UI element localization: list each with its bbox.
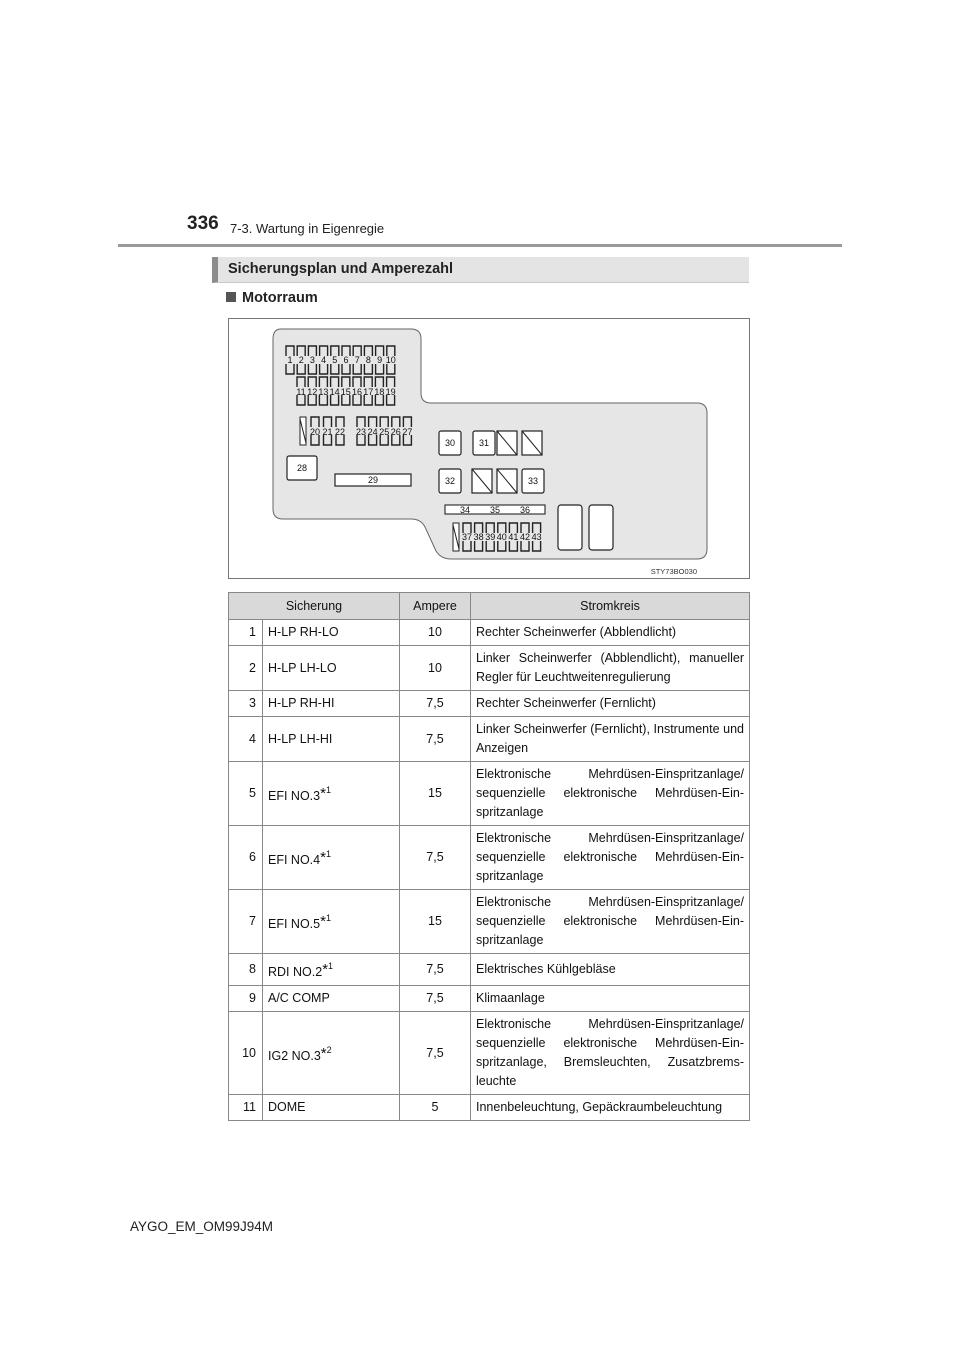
fuse-label: 7 (354, 355, 360, 365)
header-ampere: Ampere (400, 593, 471, 620)
relay-block-tall (589, 505, 613, 550)
fuse-circuit: Rechter Scheinwerfer (Fernlicht) (471, 691, 750, 717)
fuse-ampere: 7,5 (400, 954, 471, 986)
fuse-label: 29 (367, 475, 379, 485)
chapter-title: 7-3. Wartung in Eigenregie (230, 221, 385, 236)
fuse-name: H-LP LH-LO (263, 646, 400, 691)
fuse-label: 1 (287, 355, 293, 365)
fuse-label: 32 (444, 476, 456, 486)
fuse-ampere: 7,5 (400, 691, 471, 717)
fuse-number: 5 (229, 762, 263, 826)
table-row (229, 826, 750, 890)
fuse-name: IG2 NO.3*$^2$ (263, 1012, 400, 1095)
fuse-label: 17 (363, 387, 374, 397)
table-header-row (229, 593, 750, 620)
fuse-label: 23 (355, 427, 367, 437)
fuse-label: 12 (307, 387, 318, 397)
fuse-label: 38 (473, 532, 484, 542)
table-row (229, 762, 750, 826)
fuse-label: 14 (329, 387, 340, 397)
table-row (229, 986, 750, 1012)
fuse-label: 2 (298, 355, 304, 365)
fuse-label: 26 (390, 427, 401, 437)
relay-block-tall (558, 505, 582, 550)
footnote-asterisk: * (320, 1044, 327, 1062)
fuse-label: 8 (365, 355, 371, 365)
fuse-label: 19 (385, 387, 396, 397)
fuse-name: H-LP LH-HI (263, 717, 400, 762)
fuse-box-diagram (228, 318, 750, 579)
footnote-number: 1 (328, 961, 334, 971)
fuse-label: 35 (489, 505, 501, 515)
fuse-circuit: Linker Scheinwerfer (Fernlicht), Instrumente und Anzeigen (471, 717, 750, 762)
table-row (229, 954, 750, 986)
fuse-label: 33 (527, 476, 539, 486)
fuse-box-drawing (229, 319, 751, 580)
fuse-label: 10 (385, 355, 396, 365)
fuse-ampere: 15 (400, 890, 471, 954)
table-row (229, 1012, 750, 1095)
fuse-number: 3 (229, 691, 263, 717)
footnote-asterisk: * (320, 913, 326, 930)
fuse-ampere: 10 (400, 646, 471, 691)
fuse-number: 9 (229, 986, 263, 1012)
fuse-circuit: Elektrisches Kühlgebläse (471, 954, 750, 986)
fuse-number: 6 (229, 826, 263, 890)
section-title: Sicherungsplan und Amperezahl (228, 261, 454, 277)
diagram-code: STY73BO030 (650, 567, 697, 576)
fuse-label: 16 (351, 387, 363, 397)
fuse-label: 40 (496, 532, 507, 542)
fuse-label: 11 (296, 387, 306, 397)
table-row (229, 1095, 750, 1121)
fuse-label: 25 (379, 427, 390, 437)
fuse-name: DOME (263, 1095, 400, 1121)
fuse-label: 39 (485, 532, 496, 542)
document-id: AYGO_EM_OM99J94M (130, 1219, 274, 1234)
header-fuse: Sicherung (229, 593, 400, 620)
fuse-circuit: Elektronische Mehrdüsen-Einspritzanlage/ sequenzielle elektronische Mehrdüsen-Ein-spritzanlage (471, 762, 750, 826)
fuse-label: 30 (444, 438, 456, 448)
table-row (229, 691, 750, 717)
fuse-label: 31 (478, 438, 490, 448)
fuse-ampere: 7,5 (400, 986, 471, 1012)
section-heading (212, 257, 749, 283)
fuse-circuit: Elektronische Mehrdüsen-Einspritzanlage/ sequenzielle elektronische Mehrdüsen-Ein-spritzanlage (471, 890, 750, 954)
fuse-name: EFI NO.5*$^1$ (263, 890, 400, 954)
subsection-heading (226, 290, 318, 306)
fuse-label: 36 (519, 505, 531, 515)
fuse-label: 20 (309, 427, 321, 437)
fuse-name: EFI NO.3*$^1$ (263, 762, 400, 826)
footnote-asterisk: * (322, 961, 329, 978)
fuse-number: 10 (229, 1012, 263, 1095)
fuse-number: 8 (229, 954, 263, 986)
fuse-label: 3 (309, 355, 315, 365)
fuse-circuit: Elektronische Mehrdüsen-Einspritzanlage/ sequenzielle elektronische Mehrdüsen-Ein-spritzanlage, Bremsleuchten, Zusatzbrems-leuchte (471, 1012, 750, 1095)
fuse-name: RDI NO.2*$^1$ (263, 954, 400, 986)
fuse-number: 7 (229, 890, 263, 954)
fuse-name: A/C COMP (263, 986, 400, 1012)
square-bullet-icon (226, 292, 236, 302)
fuse-number: 1 (229, 620, 263, 646)
page-number: 336 (187, 213, 219, 234)
footnote-asterisk: * (320, 785, 326, 802)
fuse-ampere: 15 (400, 762, 471, 826)
fuse-table (228, 592, 750, 1121)
fuse-ampere: 7,5 (400, 826, 471, 890)
footnote-number: 1 (325, 913, 331, 923)
fuse-label: 27 (402, 427, 413, 437)
fuse-label: 5 (332, 355, 338, 365)
header-circuit: Stromkreis (471, 593, 750, 620)
footnote-number: 1 (325, 785, 331, 795)
fuse-name: H-LP RH-LO (263, 620, 400, 646)
fuse-ampere: 10 (400, 620, 471, 646)
fuse-label: 28 (296, 463, 308, 473)
fuse-label: 15 (340, 387, 351, 397)
fuse-label: 42 (519, 532, 531, 542)
fuse-circuit: Klimaanlage (471, 986, 750, 1012)
fuse-label: 21 (322, 427, 333, 437)
fuse-label: 9 (377, 355, 383, 365)
fuse-number: 4 (229, 717, 263, 762)
table-row (229, 890, 750, 954)
fuse-label: 41 (508, 532, 519, 542)
fuse-label: 37 (461, 532, 473, 542)
fuse-label: 18 (374, 387, 385, 397)
subsection-title: Motorraum (242, 290, 318, 306)
fuse-label: 24 (367, 427, 378, 437)
fuse-number: 2 (229, 646, 263, 691)
fuse-name: EFI NO.4*$^1$ (263, 826, 400, 890)
fuse-label: 6 (343, 355, 349, 365)
footnote-asterisk: * (320, 849, 326, 866)
fuse-circuit: Rechter Scheinwerfer (Abblendlicht) (471, 620, 750, 646)
fuse-label: 4 (321, 355, 327, 365)
header-divider (118, 244, 842, 247)
table-row (229, 620, 750, 646)
fuse-label: 13 (318, 387, 329, 397)
fuse-circuit: Elektronische Mehrdüsen-Einspritzanlage/ sequenzielle elektronische Mehrdüsen-Ein-spritzanlage (471, 826, 750, 890)
footnote-number: 2 (326, 1044, 332, 1055)
table-row (229, 646, 750, 691)
fuse-circuit: Linker Scheinwerfer (Abblendlicht), manueller Regler für Leuchtweitenregulierung (471, 646, 750, 691)
fuse-circuit: Innenbeleuchtung, Gepäckraumbeleuchtung (471, 1095, 750, 1121)
fuse-label: 22 (334, 427, 346, 437)
fuse-number: 11 (229, 1095, 263, 1121)
fuse-ampere: 5 (400, 1095, 471, 1121)
footnote-number: 1 (325, 849, 331, 859)
fuse-label: 43 (531, 532, 542, 542)
fuse-label: 34 (459, 505, 471, 515)
fuse-ampere: 7,5 (400, 1012, 471, 1095)
table-row (229, 717, 750, 762)
fuse-name: H-LP RH-HI (263, 691, 400, 717)
fuse-ampere: 7,5 (400, 717, 471, 762)
